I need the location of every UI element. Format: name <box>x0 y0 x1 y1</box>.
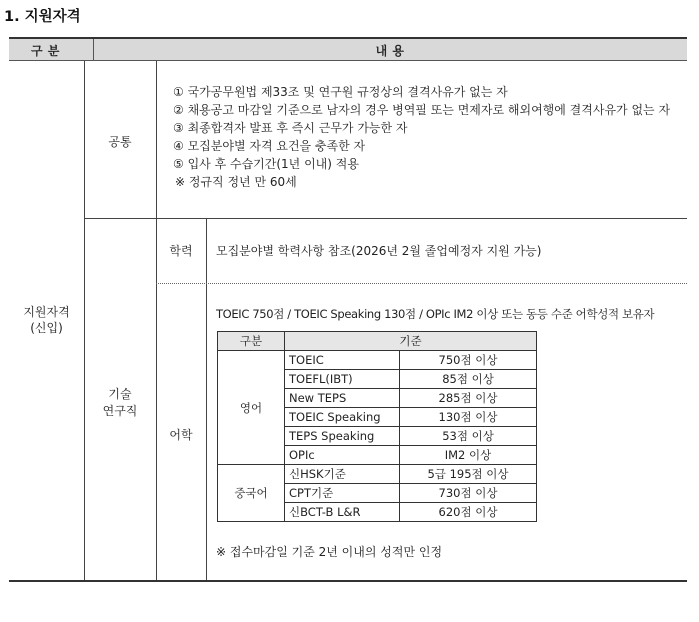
table-row: OPIc IM2 이상 <box>218 446 537 465</box>
table-row: CPT기준 730점 이상 <box>218 484 537 503</box>
table-header-row <box>218 332 537 351</box>
education-text: 모집분야별 학력사항 참조(2026년 2월 졸업예정자 지원 가능) <box>216 244 542 258</box>
list-item: ④ 모집분야별 자격 요건을 충족한 자 <box>173 139 366 153</box>
header-category: 구 분 <box>31 44 60 58</box>
list-item: ⑤ 입사 후 수습기간(1년 이내) 적용 <box>173 157 359 171</box>
chinese-label: 중국어 <box>218 465 285 522</box>
english-label: 영어 <box>218 351 285 465</box>
list-item: ② 채용공고 마감일 기준으로 남자의 경우 병역필 또는 면제자로 해외여행에 결격사유가 없는 자 <box>173 103 671 117</box>
category-label: 지원자격 (신입) <box>23 305 70 335</box>
table-header <box>9 37 687 61</box>
education-label: 학력 <box>169 244 193 258</box>
list-item: ① 국가공무원법 제33조 및 연구원 규정상의 결격사유가 없는 자 <box>173 85 508 99</box>
table-row: TOEFL(IBT) 85점 이상 <box>218 370 537 389</box>
table-row: 영어 TOEIC 750점 이상 <box>218 351 537 370</box>
language-note: ※ 접수마감일 기준 2년 이내의 성적만 인정 <box>216 545 443 559</box>
table-row: New TEPS 285점 이상 <box>218 389 537 408</box>
list-item: ③ 최종합격자 발표 후 즉시 근무가 가능한 자 <box>173 121 408 135</box>
language-score-table <box>217 331 537 522</box>
tech-label: 기술 연구직 <box>102 387 138 418</box>
language-label: 어학 <box>169 428 193 442</box>
table-row: TOEIC Speaking 130점 이상 <box>218 408 537 427</box>
table-row: 중국어 신HSK기준 5급 195점 이상 <box>218 465 537 484</box>
header-content: 내 용 <box>375 44 405 58</box>
section-title: 1. 지원자격 <box>4 9 81 25</box>
table-row: TEPS Speaking 53점 이상 <box>218 427 537 446</box>
column-header-criteria: 기준 <box>285 332 537 351</box>
list-item-note: ※ 정규직 정년 만 60세 <box>175 175 297 189</box>
column-header-category: 구분 <box>218 332 285 351</box>
common-label: 공통 <box>108 135 132 149</box>
table-row: 신BCT-B L&R 620점 이상 <box>218 503 537 522</box>
language-summary: TOEIC 750점 / TOEIC Speaking 130점 / OPIc IM2 이상 또는 동등 수준 어학성적 보유자 <box>216 307 655 321</box>
